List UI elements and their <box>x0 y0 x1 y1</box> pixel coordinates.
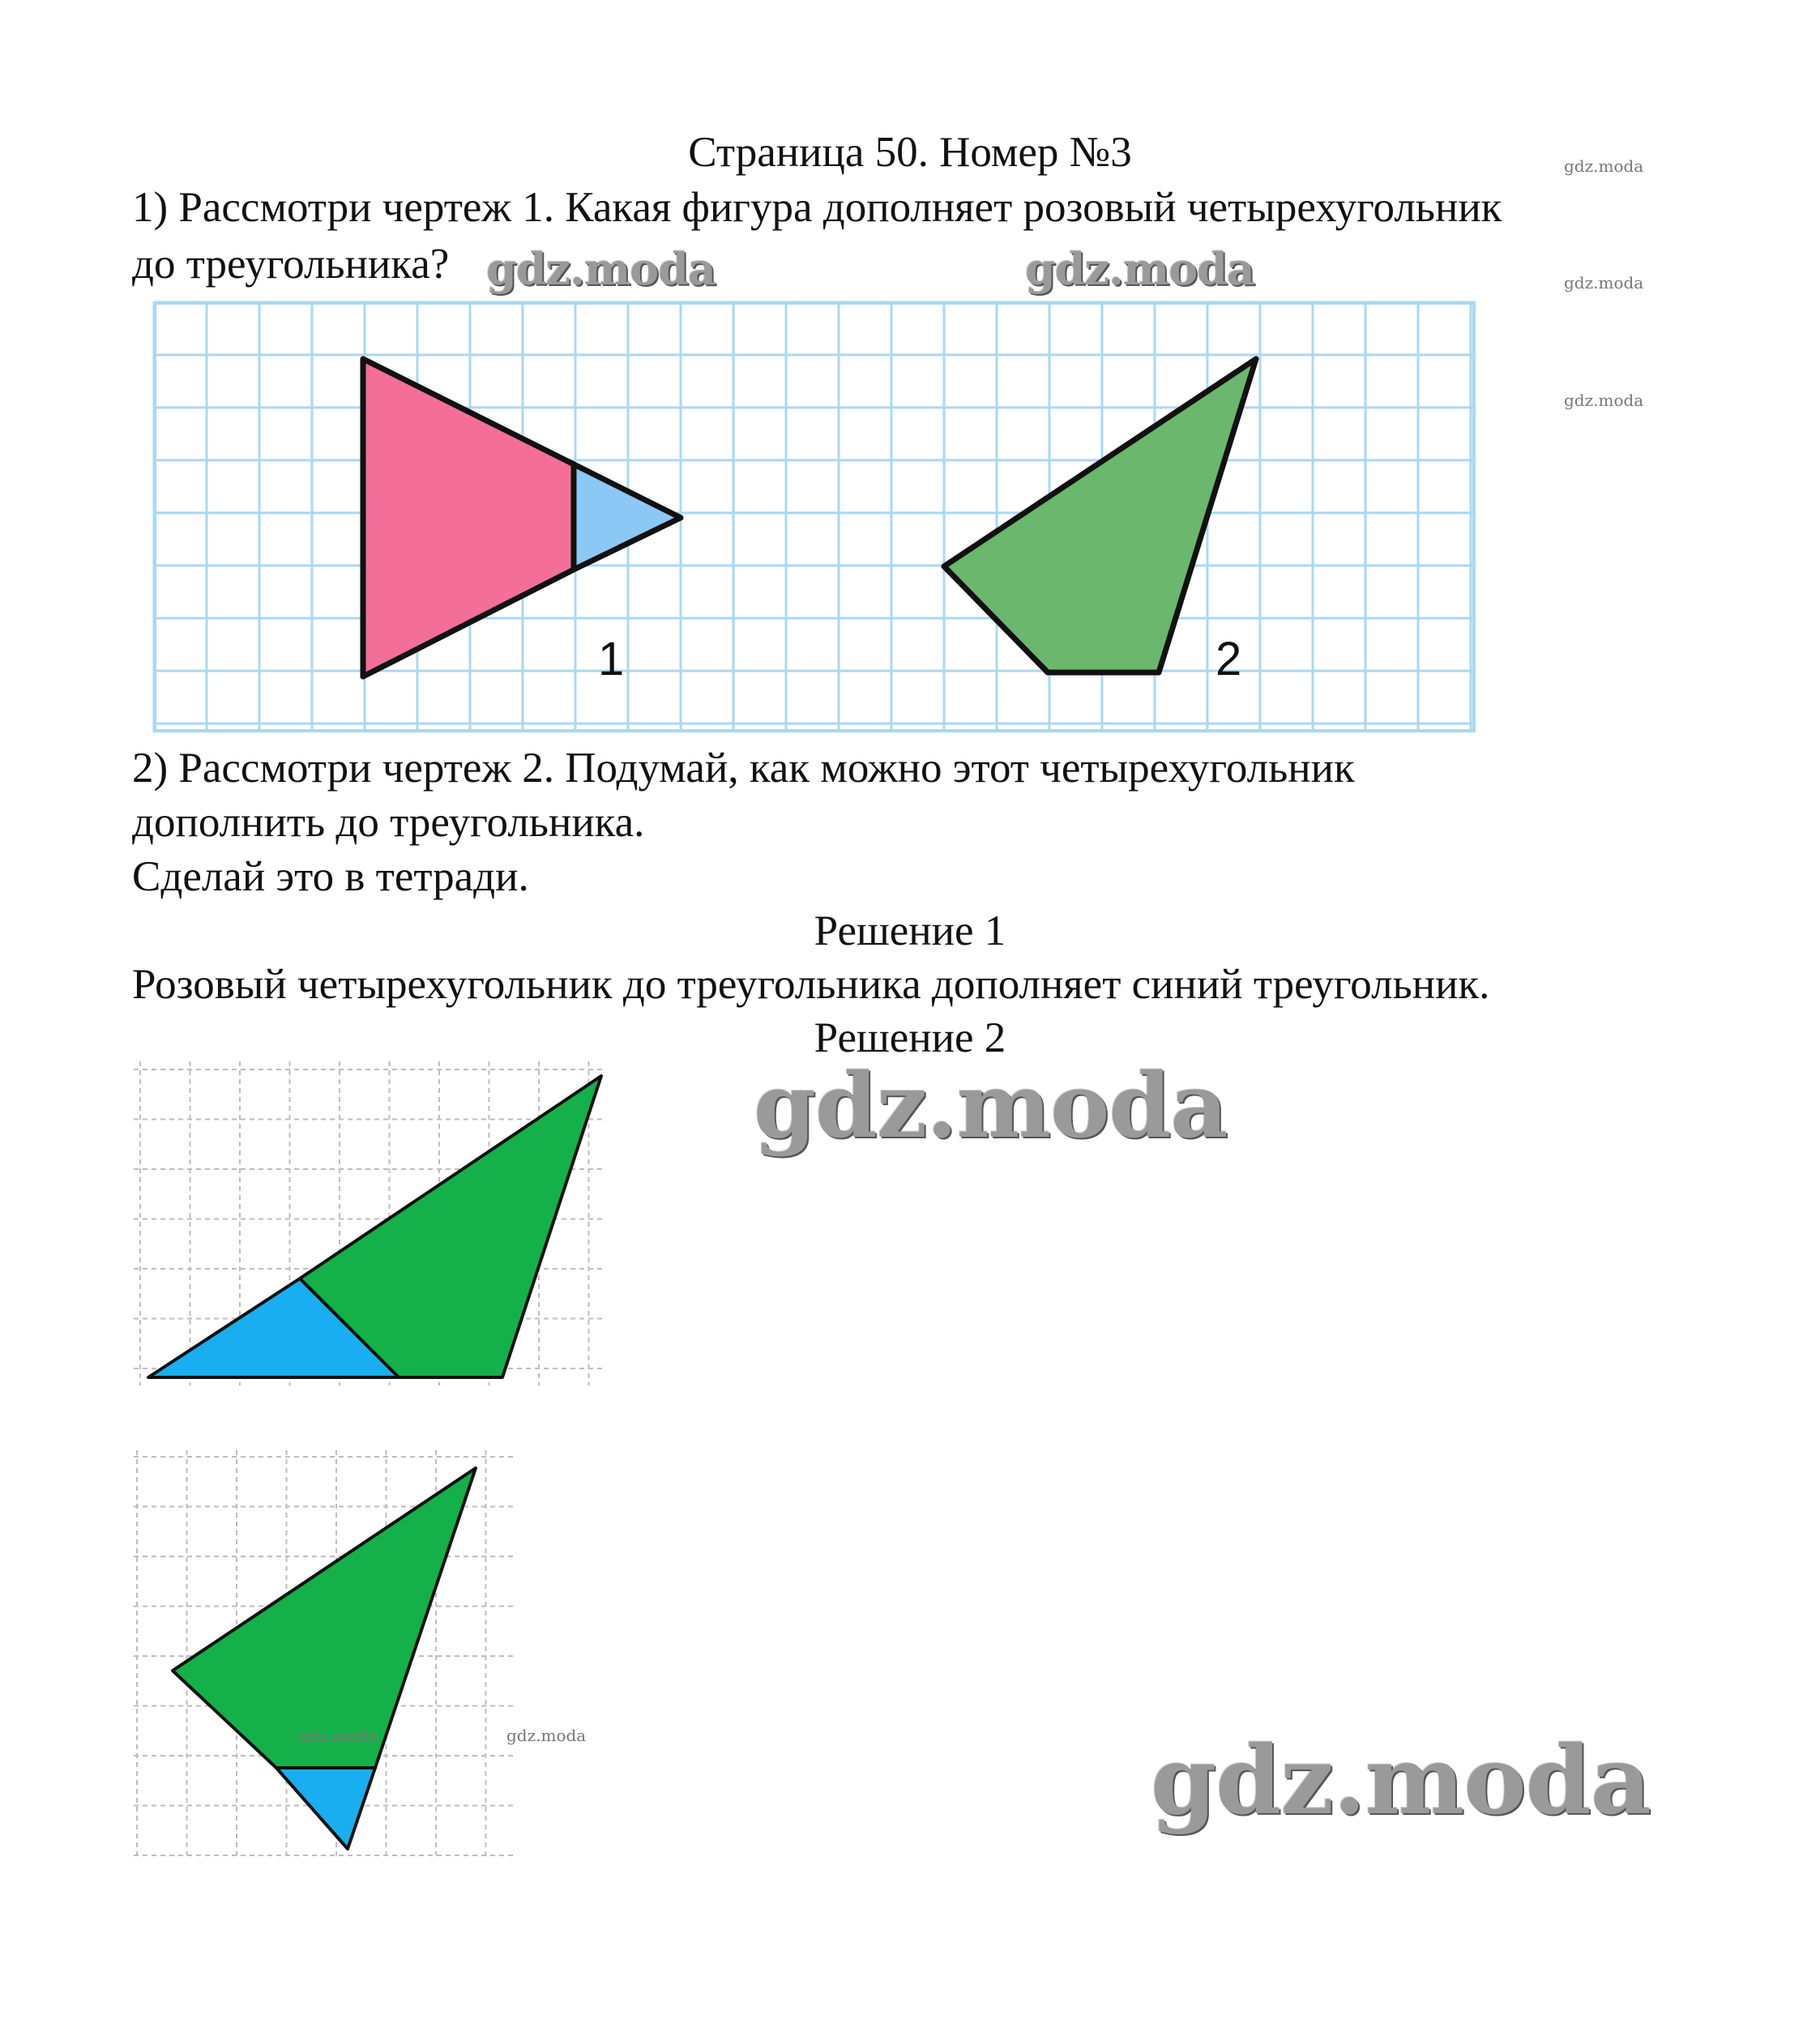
watermark-small-5: gdz.moda <box>506 1726 587 1745</box>
task1-line2: до треугольника? <box>132 241 450 288</box>
figure-grid-drawings <box>154 302 1475 732</box>
solution1-title: Решение 1 <box>814 907 1006 954</box>
page-title: Страница 50. Номер №3 <box>688 129 1132 176</box>
watermark-small-4: gdz.moda <box>298 1726 378 1745</box>
solution2-drawing-b <box>134 1450 523 1872</box>
figure-label-2: 2 <box>1215 633 1242 685</box>
blue-triangle-b <box>276 1768 375 1849</box>
green-quadrilateral-b <box>173 1468 476 1768</box>
task2-line2: дополнить до треугольника. <box>132 799 645 846</box>
watermark-2: gdz.moda <box>1025 243 1254 295</box>
figure-label-1: 1 <box>598 633 625 685</box>
watermark-small-2: gdz.moda <box>1564 273 1644 292</box>
watermark-4: gdz.moda <box>1151 1726 1651 1836</box>
task1-line1: 1) Рассмотри чертеж 1. Какая фигура дополняет розовый четырехугольник <box>132 184 1502 231</box>
task2-line1: 2) Рассмотри чертеж 2. Подумай, как можно этот четырехугольник <box>132 745 1355 792</box>
solution2-title: Решение 2 <box>814 1014 1006 1061</box>
watermark-small-3: gdz.moda <box>1564 391 1644 410</box>
watermark-1: gdz.moda <box>486 243 716 295</box>
solution1-text: Розовый четырехугольник до треугольника дополняет синий треугольник. <box>132 961 1490 1008</box>
task2-line3: Сделай это в тетради. <box>132 853 529 900</box>
solution2-drawing-a <box>134 1061 620 1394</box>
watermark-3: gdz.moda <box>754 1053 1228 1158</box>
watermark-small-1: gdz.moda <box>1564 156 1644 176</box>
